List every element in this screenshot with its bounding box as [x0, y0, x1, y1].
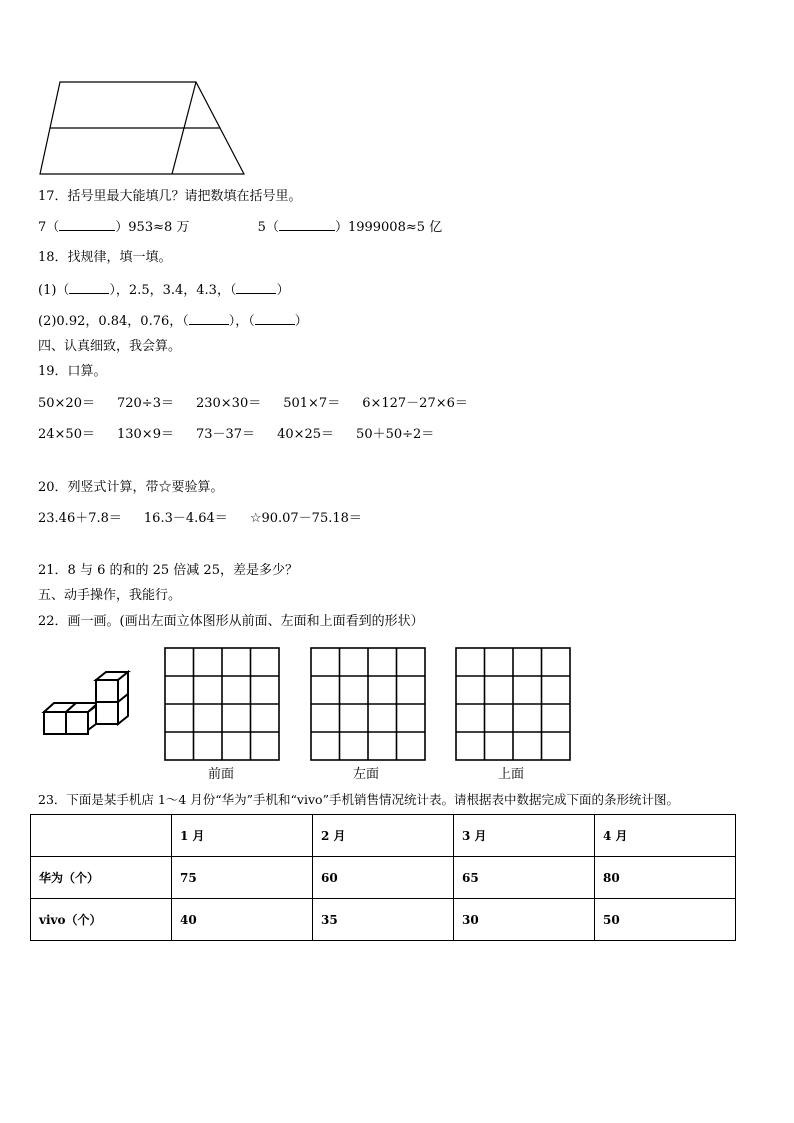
q18-p1-end: ） — [276, 283, 290, 298]
q18-p1 — [38, 282, 289, 299]
q17-a-blank[interactable] — [59, 219, 115, 231]
table-header-row — [31, 815, 736, 857]
table-row — [31, 899, 736, 941]
q19-r1-item-5: 6×127－27×6＝ — [362, 396, 468, 411]
table-cell: 80 — [595, 857, 736, 899]
grid-top[interactable] — [455, 647, 573, 763]
q18-p1-blank-2[interactable] — [236, 282, 276, 294]
table-cell: 30 — [454, 899, 595, 941]
q19-row-1 — [38, 396, 490, 412]
q18-p1-blank-1[interactable] — [69, 282, 109, 294]
q18-p1-mid: ），2.5，3.4，4.3，（ — [109, 283, 237, 298]
grid-front[interactable] — [164, 647, 282, 763]
q17-b-suffix: ）1999008≈5 亿 — [334, 220, 443, 235]
q19-r1-item-3: 230×30＝ — [195, 396, 262, 411]
table-header-cell: 3 月 — [454, 815, 595, 857]
q22-title: 22．画一画。(画出左面立体图形从前面、左面和上面看到的形状） — [38, 614, 424, 629]
q20-item-2: 16.3－4.64＝ — [143, 511, 228, 526]
q19-row-2 — [38, 427, 456, 443]
q19-r2-item-4: 40×25＝ — [277, 427, 335, 442]
q18-title: 18．找规律，填一填。 — [38, 250, 172, 265]
q19-r2-item-1: 24×50＝ — [38, 427, 95, 442]
q20-items — [38, 511, 384, 527]
q19-r1-item-1: 50×20＝ — [38, 396, 95, 411]
q18-p2-mid: ），（ — [228, 314, 255, 329]
section-4-heading: 四、认真细致，我会算。 — [38, 339, 182, 354]
q20-item-3: ☆90.07－75.18＝ — [249, 511, 362, 526]
cube-stack-figure — [40, 668, 132, 738]
table-cell: 35 — [313, 899, 454, 941]
q21-title: 21．8 与 6 的和的 25 倍减 25，差是多少？ — [38, 563, 298, 578]
q18-p2-end: ） — [294, 314, 308, 329]
q18-p2-blank-1[interactable] — [189, 313, 229, 325]
q18-p2 — [38, 313, 308, 330]
q19-title: 19．口算。 — [38, 364, 107, 379]
table-row-label: 华为（个） — [31, 857, 172, 899]
q20-title: 20．列竖式计算，带☆要验算。 — [38, 480, 224, 495]
q17-b-prefix: 5（ — [257, 220, 279, 235]
trapezoid-figure — [38, 78, 248, 176]
table-header-cell — [31, 815, 172, 857]
q17-b-blank[interactable] — [279, 219, 335, 231]
section-5-heading: 五、动手操作，我能行。 — [38, 588, 182, 603]
q19-r1-item-2: 720÷3＝ — [116, 396, 174, 411]
q17-items — [38, 219, 442, 236]
q19-r2-item-5: 50＋50÷2＝ — [356, 427, 435, 442]
label-top: 上面 — [498, 767, 525, 782]
label-left: 左面 — [353, 767, 380, 782]
table-header-cell: 1 月 — [172, 815, 313, 857]
q19-r1-item-4: 501×7＝ — [283, 396, 341, 411]
q17-a-suffix: ）953≈8 万 — [115, 220, 190, 235]
table-cell: 75 — [172, 857, 313, 899]
q18-p2-blank-2[interactable] — [255, 313, 295, 325]
q19-r2-item-2: 130×9＝ — [116, 427, 174, 442]
table-cell: 50 — [595, 899, 736, 941]
table-cell: 65 — [454, 857, 595, 899]
q19-r2-item-3: 73－37＝ — [195, 427, 256, 442]
table-header-cell: 4 月 — [595, 815, 736, 857]
q23-title: 23．下面是某手机店 1～4 月份“华为”手机和“vivo”手机销售情况统计表。请根据表中数据完成下面的条形统计图。 — [38, 792, 679, 807]
q18-p2-prefix: (2)0.92，0.84，0.76，（ — [38, 314, 189, 329]
q18-p1-prefix: (1)（ — [38, 283, 70, 298]
table-cell: 40 — [172, 899, 313, 941]
table-cell: 60 — [313, 857, 454, 899]
q17-a-prefix: 7（ — [38, 220, 60, 235]
label-front: 前面 — [208, 767, 235, 782]
q17-title: 17．括号里最大能填几？请把数填在括号里。 — [38, 189, 302, 204]
grid-left[interactable] — [310, 647, 428, 763]
q20-item-1: 23.46＋7.8＝ — [38, 511, 122, 526]
table-row-label: vivo（个） — [31, 899, 172, 941]
table-row — [31, 857, 736, 899]
table-header-cell: 2 月 — [313, 815, 454, 857]
sales-table — [30, 814, 736, 941]
